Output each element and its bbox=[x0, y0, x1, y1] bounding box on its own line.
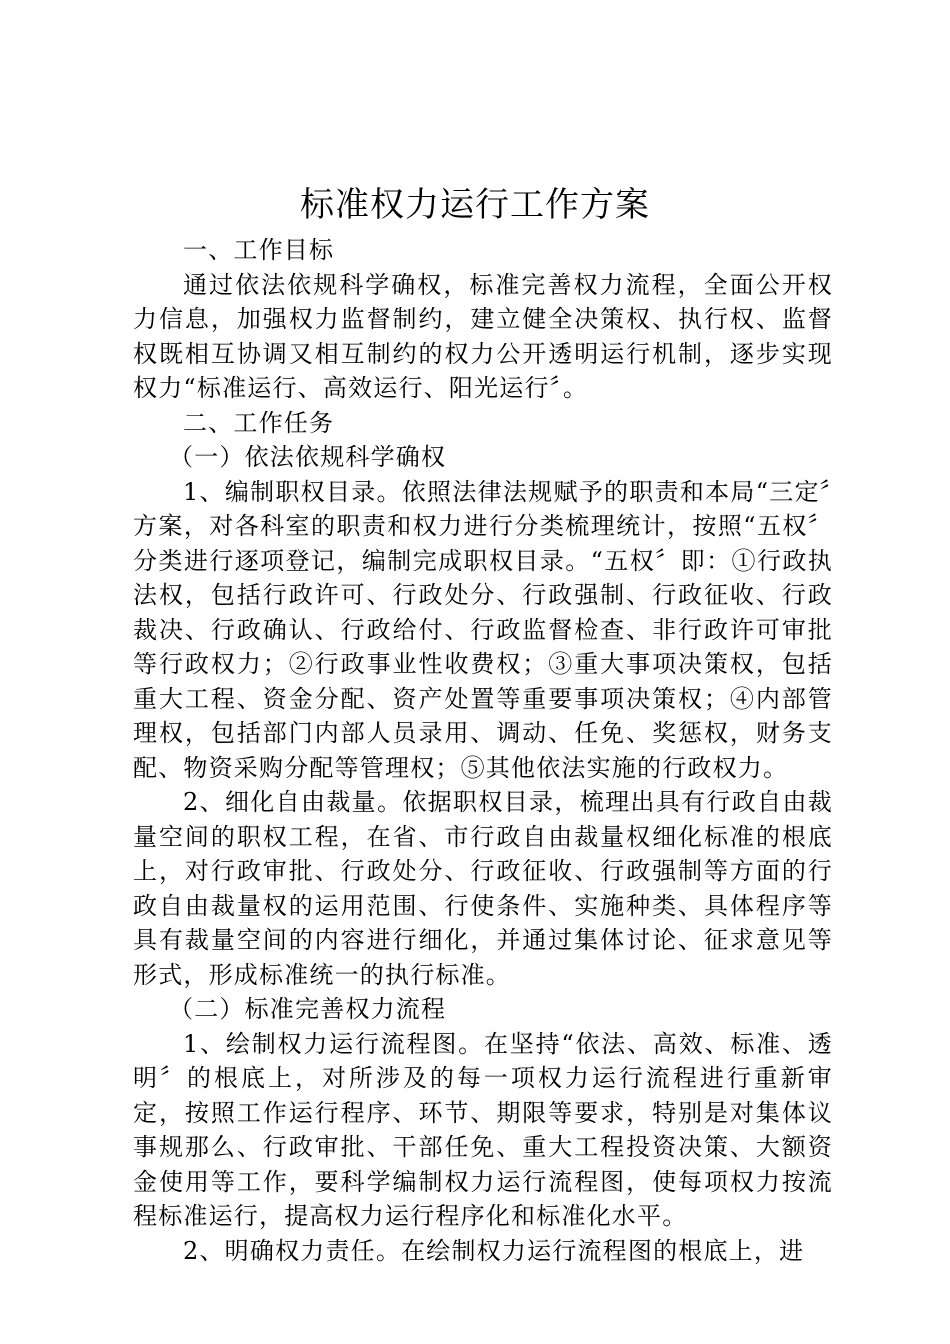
subsection1-item1: 1、编制职权目录。依照法律法规赋予的职责和本局“三定〞方案，对各科室的职责和权力进行分类梳理统计，按照“五权〞分类进行逐项登记，编制完成职权目录。“五权〞即：①行政执法权，包括行政许可、行政处分、行政强制、行政征收、行政裁决、行政确认、行政给付、行政监督检查、非行政许可审批等行政权力；②行政事业性收费权；③重大事项决策权，包括重大工程、资金分配、资产处置等重要事项决策权；④内部管理权，包括部门内部人员录用、调动、任免、奖惩权，财务支配、物资采购分配等管理权；⑤其他依法实施的行政权力。 bbox=[133, 477, 833, 782]
subsection2-heading: （二）标准完善权力流程 bbox=[169, 995, 447, 1023]
subsection2-item2: 2、明确权力责任。在绘制权力运行流程图的根底上，进 bbox=[183, 1236, 805, 1265]
document-title: 标准权力运行工作方案 bbox=[300, 185, 650, 225]
subsection1-item2: 2、细化自由裁量。依据职权目录，梳理出具有行政自由裁量空间的职权工程，在省、市行政自由裁量权细化标准的根底上，对行政审批、行政处分、行政征收、行政强制等方面的行政自由裁量权的运用范围、行使条件、实施种类、具体程序等具有裁量空间的内容进行细化，并通过集体讨论、征求意见等形式，形成标准统一的执行标准。 bbox=[133, 788, 833, 989]
section2-heading: 二、工作任务 bbox=[183, 408, 335, 437]
section1-paragraph: 通过依法依规科学确权，标准完善权力流程，全面公开权力信息，加强权力监督制约，建立健全决策权、执行权、监督权既相互协调又相互制约的权力公开透明运行机制，逐步实现权力“标准运行、高效运行、阳光运行〞。 bbox=[133, 270, 833, 402]
section1-heading: 一、工作目标 bbox=[183, 236, 335, 264]
subsection1-heading: （一）依法依规科学确权 bbox=[169, 443, 447, 471]
subsection2-item1: 1、绘制权力运行流程图。在坚持“依法、高效、标准、透明〞的根底上，对所涉及的每一项权力运行流程进行重新审定，按照工作运行程序、环节、期限等要求，特别是对集体议事规那么、行政审批、干部任免、重大工程投资决策、大额资金使用等工作，要科学编制权力运行流程图，使每项权力按流程标准运行，提高权力运行程序化和标准化水平。 bbox=[133, 1029, 833, 1230]
document-body bbox=[133, 233, 833, 1268]
